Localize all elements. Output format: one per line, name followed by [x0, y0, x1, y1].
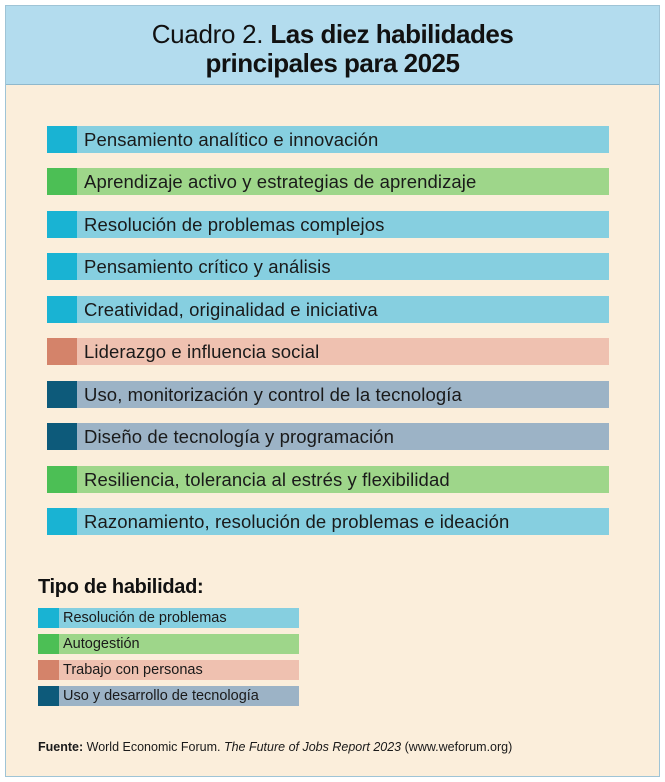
skill-label: Pensamiento analítico e innovación: [84, 128, 379, 150]
skill-row-5: [47, 296, 609, 323]
source-note: [38, 740, 512, 754]
skill-swatch: [47, 168, 77, 195]
skill-row-3: [47, 211, 609, 238]
skill-label: Pensamiento crítico y análisis: [84, 255, 331, 277]
skill-row-4: [47, 253, 609, 280]
legend-swatch: [38, 608, 59, 628]
source-report: The Future of Jobs Report 2023: [223, 740, 402, 754]
legend-swatch: [38, 660, 59, 680]
legend-swatch: [38, 634, 59, 654]
legend-label: Resolución de problemas: [63, 610, 227, 626]
skill-swatch: [47, 508, 77, 535]
source-url: (www.weforum.org): [404, 740, 513, 754]
skills-table-card: [5, 5, 660, 777]
legend-item-tecnologia: [38, 686, 299, 706]
skill-row-8: [47, 423, 609, 450]
legend-swatch: [38, 686, 59, 706]
skill-label: Creatividad, originalidad e iniciativa: [84, 298, 378, 320]
skill-label: Resiliencia, tolerancia al estrés y flexibilidad: [84, 468, 450, 490]
skill-row-9: [47, 466, 609, 493]
source-org: World Economic Forum.: [86, 740, 221, 754]
title-main-line2: principales para 2025: [205, 48, 460, 78]
skill-label: Diseño de tecnología y programación: [84, 425, 394, 447]
skill-swatch: [47, 338, 77, 365]
skill-label: Liderazgo e influencia social: [84, 340, 320, 362]
table-header: [6, 6, 659, 85]
title-main-line1: Las diez habilidades: [270, 19, 514, 49]
skill-row-1: [47, 126, 609, 153]
skill-label: Razonamiento, resolución de problemas e ideación: [84, 510, 510, 532]
skill-row-10: [47, 508, 609, 535]
source-key: Fuente:: [38, 740, 84, 754]
skill-row-7: [47, 381, 609, 408]
skill-swatch: [47, 296, 77, 323]
skill-swatch: [47, 423, 77, 450]
legend-item-autogestion: [38, 634, 299, 654]
skill-swatch: [47, 466, 77, 493]
legend-label: Trabajo con personas: [63, 662, 203, 678]
skill-swatch: [47, 211, 77, 238]
skill-label: Aprendizaje activo y estrategias de aprendizaje: [84, 170, 477, 192]
legend-label: Autogestión: [63, 636, 140, 652]
skill-row-2: [47, 168, 609, 195]
legend-label: Uso y desarrollo de tecnología: [63, 688, 259, 704]
title-prefix: Cuadro 2.: [151, 19, 264, 49]
skill-swatch: [47, 381, 77, 408]
legend-item-resolucion: [38, 608, 299, 628]
skill-swatch: [47, 253, 77, 280]
legend-item-personas: [38, 660, 299, 680]
skill-swatch: [47, 126, 77, 153]
skill-row-6: [47, 338, 609, 365]
skill-label: Uso, monitorización y control de la tecnología: [84, 383, 462, 405]
legend-title: Tipo de habilidad:: [38, 576, 204, 598]
skill-label: Resolución de problemas complejos: [84, 213, 385, 235]
page-title: [6, 20, 659, 48]
